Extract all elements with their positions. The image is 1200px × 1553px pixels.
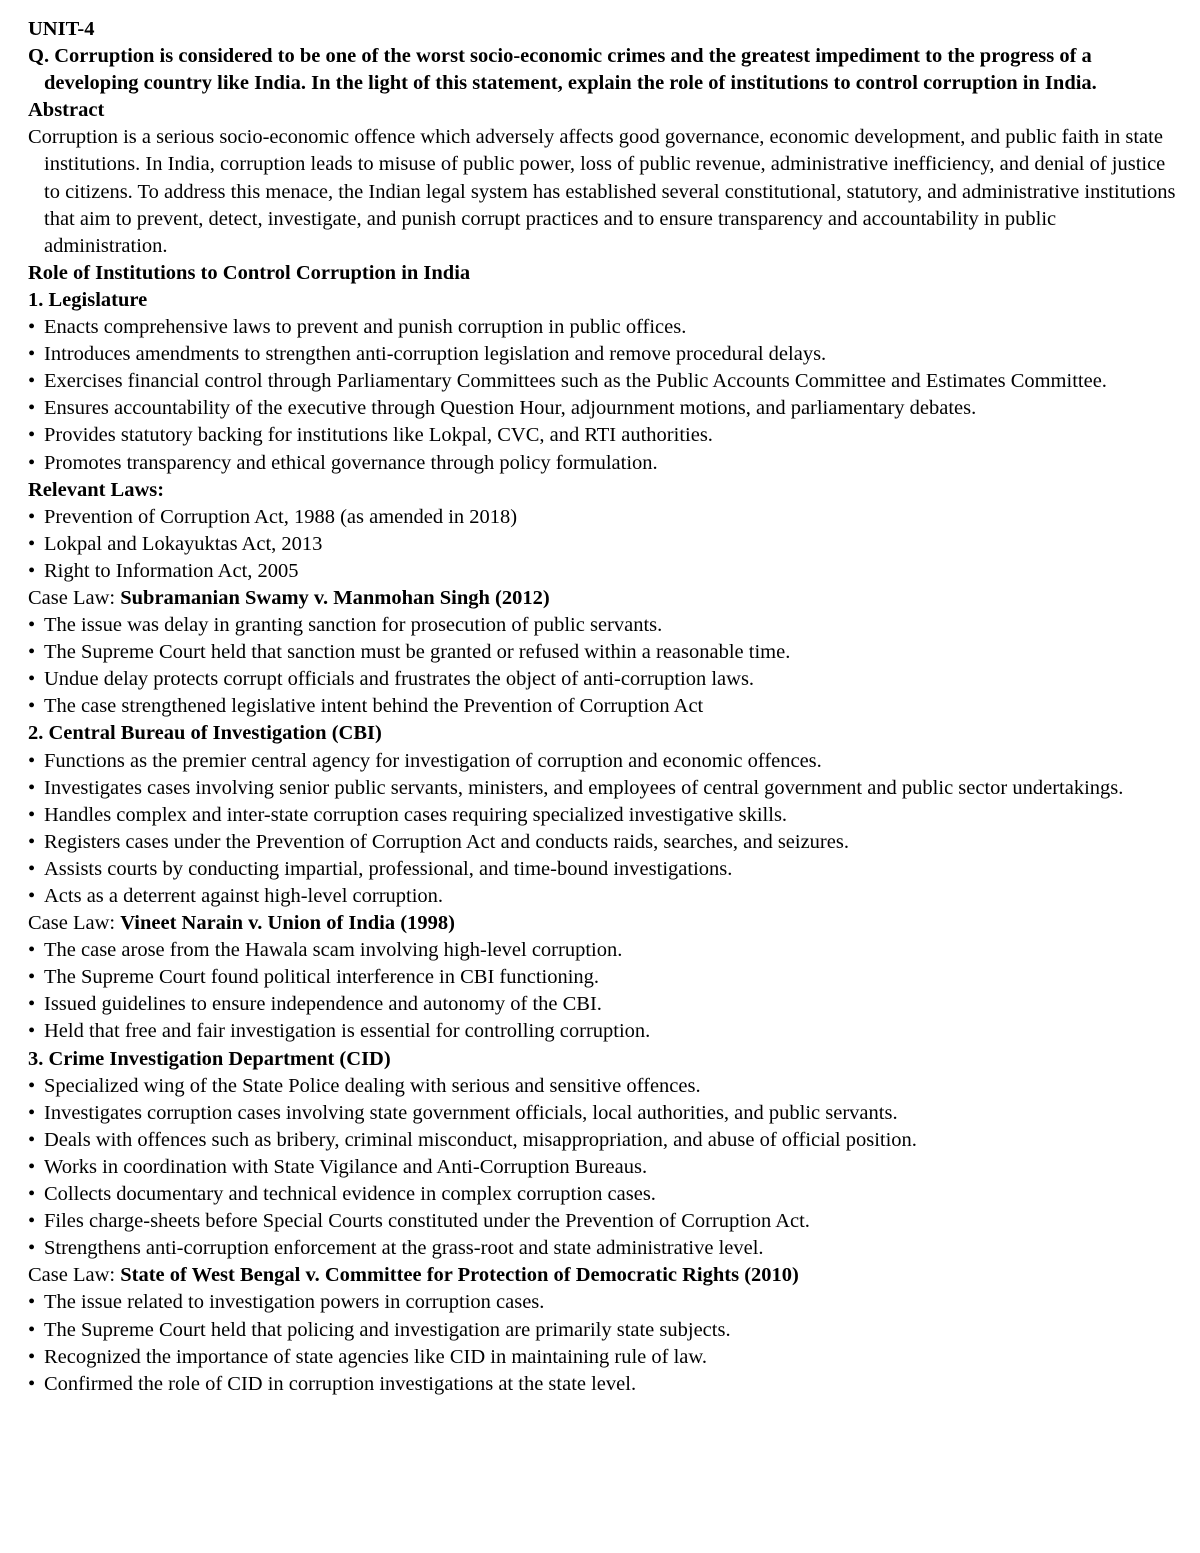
case-law-label: Case Law: [28,912,116,935]
list-item [28,829,1178,856]
list-item [28,422,1178,449]
list-item-text: Assists courts by conducting impartial, professional, and time-bound investigations. [44,857,733,880]
case-law-label: Case Law: [28,1264,116,1287]
role-heading: Role of Institutions to Control Corruption in India [28,261,471,284]
bullet-list [28,314,1178,477]
list-item [28,612,1178,639]
list-item-text: Provides statutory backing for institutions like Lokpal, CVC, and RTI authorities. [44,424,713,447]
list-item [28,1344,1178,1371]
case-law-name: State of West Bengal v. Committee for Protection of Democratic Rights (2010) [120,1264,799,1287]
case-law-heading [28,1262,1178,1289]
list-item [28,937,1178,964]
list-item-text: Registers cases under the Prevention of Corruption Act and conducts raids, searches, and seizures. [44,830,849,853]
list-item-text: Functions as the premier central agency for investigation of corruption and economic offences. [44,749,822,772]
bullet-icon: • [28,1020,36,1043]
bullet-icon: • [28,1155,36,1178]
list-item-text: Right to Information Act, 2005 [44,559,299,582]
list-item-text: Works in coordination with State Vigilance and Anti-Corruption Bureaus. [44,1155,648,1178]
question: Q. Corruption is considered to be one of the worst socio-economic crimes and the greatest impediment to the progress of a developing country like India. In the light of this statement, explain the role of institutions to control corruption in India. [28,45,1097,95]
list-item [28,775,1178,802]
list-item [28,964,1178,991]
list-item [28,504,1178,531]
bullet-list [28,1289,1178,1397]
list-item-text: Deals with offences such as bribery, criminal misconduct, misappropriation, and abuse of official position. [44,1128,917,1151]
list-item-text: Enacts comprehensive laws to prevent and punish corruption in public offices. [44,316,687,339]
list-item [28,856,1178,883]
list-item [28,802,1178,829]
list-item-text: Issued guidelines to ensure independence and autonomy of the CBI. [44,993,602,1016]
cbi-heading: 2. Central Bureau of Investigation (CBI) [28,722,382,745]
cid-heading: 3. Crime Investigation Department (CID) [28,1047,391,1070]
list-item-text: The issue related to investigation powers in corruption cases. [44,1291,545,1314]
bullet-icon: • [28,1345,36,1368]
bullet-icon: • [28,1318,36,1341]
relevant-laws-heading: Relevant Laws: [28,478,165,501]
list-item-text: Held that free and fair investigation is essential for controlling corruption. [44,1020,651,1043]
case-law-name: Subramanian Swamy v. Manmohan Singh (2012) [120,586,550,609]
abstract-text: Corruption is a serious socio-economic offence which adversely affects good governance, economic development, and public faith in state institutions. In India, corruption leads to misuse of public power, loss of public revenue, administrative inefficiency, and denial of justice to citizens. To address this menace, the Indian legal system has established several constitutional, statutory, and administrative institutions that aim to prevent, detect, investigate, and punish corrupt practices and to ensure transparency and accountability in public administration. [28,126,1176,257]
list-item-text: Introduces amendments to strengthen anti-corruption legislation and remove procedural delays. [44,343,827,366]
case-law-name: Vineet Narain v. Union of India (1998) [120,912,455,935]
list-item-text: The Supreme Court held that sanction must be granted or refused within a reasonable time. [44,641,791,664]
bullet-icon: • [28,397,36,420]
list-item [28,558,1178,585]
bullet-list [28,1073,1178,1263]
bullet-list [28,612,1178,720]
bullet-icon: • [28,1210,36,1233]
list-item [28,1154,1178,1181]
document-page [28,16,1178,1398]
list-item [28,1371,1178,1398]
bullet-icon: • [28,505,36,528]
bullet-icon: • [28,343,36,366]
bullet-icon: • [28,695,36,718]
list-item-text: Handles complex and inter-state corruption cases requiring specialized investigative skills. [44,803,788,826]
bullet-icon: • [28,1128,36,1151]
list-item-text: Specialized wing of the State Police dealing with serious and sensitive offences. [44,1074,701,1097]
list-item-text: Investigates corruption cases involving state government officials, local authorities, and public servants. [44,1101,898,1124]
list-item-text: Lokpal and Lokayuktas Act, 2013 [44,532,323,555]
bullet-icon: • [28,1074,36,1097]
list-item [28,314,1178,341]
list-item [28,1018,1178,1045]
list-item-text: Confirmed the role of CID in corruption investigations at the state level. [44,1372,637,1395]
list-item [28,639,1178,666]
list-item-text: Exercises financial control through Parliamentary Committees such as the Public Accounts Committee and Estimates Committee. [44,370,1107,393]
list-item [28,748,1178,775]
list-item-text: The case strengthened legislative intent behind the Prevention of Corruption Act [44,695,704,718]
list-item [28,1100,1178,1127]
bullet-icon: • [28,1101,36,1124]
bullet-icon: • [28,776,36,799]
list-item [28,531,1178,558]
bullet-icon: • [28,1183,36,1206]
bullet-icon: • [28,966,36,989]
list-item [28,341,1178,368]
bullet-icon: • [28,993,36,1016]
list-item [28,883,1178,910]
bullet-icon: • [28,614,36,637]
case-law-label: Case Law: [28,586,116,609]
list-item [28,1208,1178,1235]
list-item-text: Acts as a deterrent against high-level corruption. [44,885,444,907]
list-item-text: Investigates cases involving senior public servants, ministers, and employees of central government and public sector undertakings. [44,776,1124,799]
bullet-icon: • [28,532,36,555]
list-item [28,1127,1178,1154]
bullet-icon: • [28,668,36,691]
list-item [28,666,1178,693]
list-item-text: Collects documentary and technical evidence in complex corruption cases. [44,1183,656,1206]
list-item [28,693,1178,720]
list-item-text: The Supreme Court found political interference in CBI functioning. [44,966,600,989]
bullet-icon: • [28,559,36,582]
list-item-text: Promotes transparency and ethical governance through policy formulation. [44,451,658,474]
bullet-list [28,504,1178,585]
list-item [28,450,1178,477]
list-item [28,1181,1178,1208]
list-item-text: The case arose from the Hawala scam involving high-level corruption. [44,939,623,962]
bullet-icon: • [28,830,36,853]
list-item [28,991,1178,1018]
bullet-icon: • [28,370,36,393]
bullet-list [28,748,1178,911]
abstract-heading: Abstract [28,99,105,122]
bullet-icon: • [28,939,36,962]
case-law-heading [28,910,1178,937]
case-law-heading [28,585,1178,612]
list-item-text: Files charge-sheets before Special Courts constituted under the Prevention of Corruption Act. [44,1210,810,1233]
bullet-icon: • [28,424,36,447]
bullet-icon: • [28,803,36,826]
bullet-list [28,937,1178,1045]
list-item [28,395,1178,422]
bullet-icon: • [28,1237,36,1260]
bullet-icon: • [28,885,36,907]
bullet-icon: • [28,749,36,772]
bullet-icon: • [28,451,36,474]
bullet-icon: • [28,641,36,664]
list-item-text: Undue delay protects corrupt officials and frustrates the object of anti-corruption laws. [44,668,755,691]
list-item-text: Ensures accountability of the executive through Question Hour, adjournment motions, and parliamentary debates. [44,397,977,420]
list-item-text: The issue was delay in granting sanction for prosecution of public servants. [44,614,663,637]
bullet-icon: • [28,1291,36,1314]
list-item-text: Recognized the importance of state agencies like CID in maintaining rule of law. [44,1345,707,1368]
list-item-text: Strengthens anti-corruption enforcement at the grass-root and state administrative level. [44,1237,764,1260]
legislature-heading: 1. Legislature [28,288,148,311]
list-item-text: The Supreme Court held that policing and investigation are primarily state subjects. [44,1318,731,1341]
bullet-icon: • [28,857,36,880]
list-item [28,1073,1178,1100]
list-item-text: Prevention of Corruption Act, 1988 (as amended in 2018) [44,505,518,528]
list-item [28,1317,1178,1344]
list-item [28,1289,1178,1316]
list-item [28,1235,1178,1262]
bullet-icon: • [28,316,36,339]
list-item [28,368,1178,395]
bullet-icon: • [28,1372,36,1395]
unit-title: UNIT-4 [28,18,95,40]
